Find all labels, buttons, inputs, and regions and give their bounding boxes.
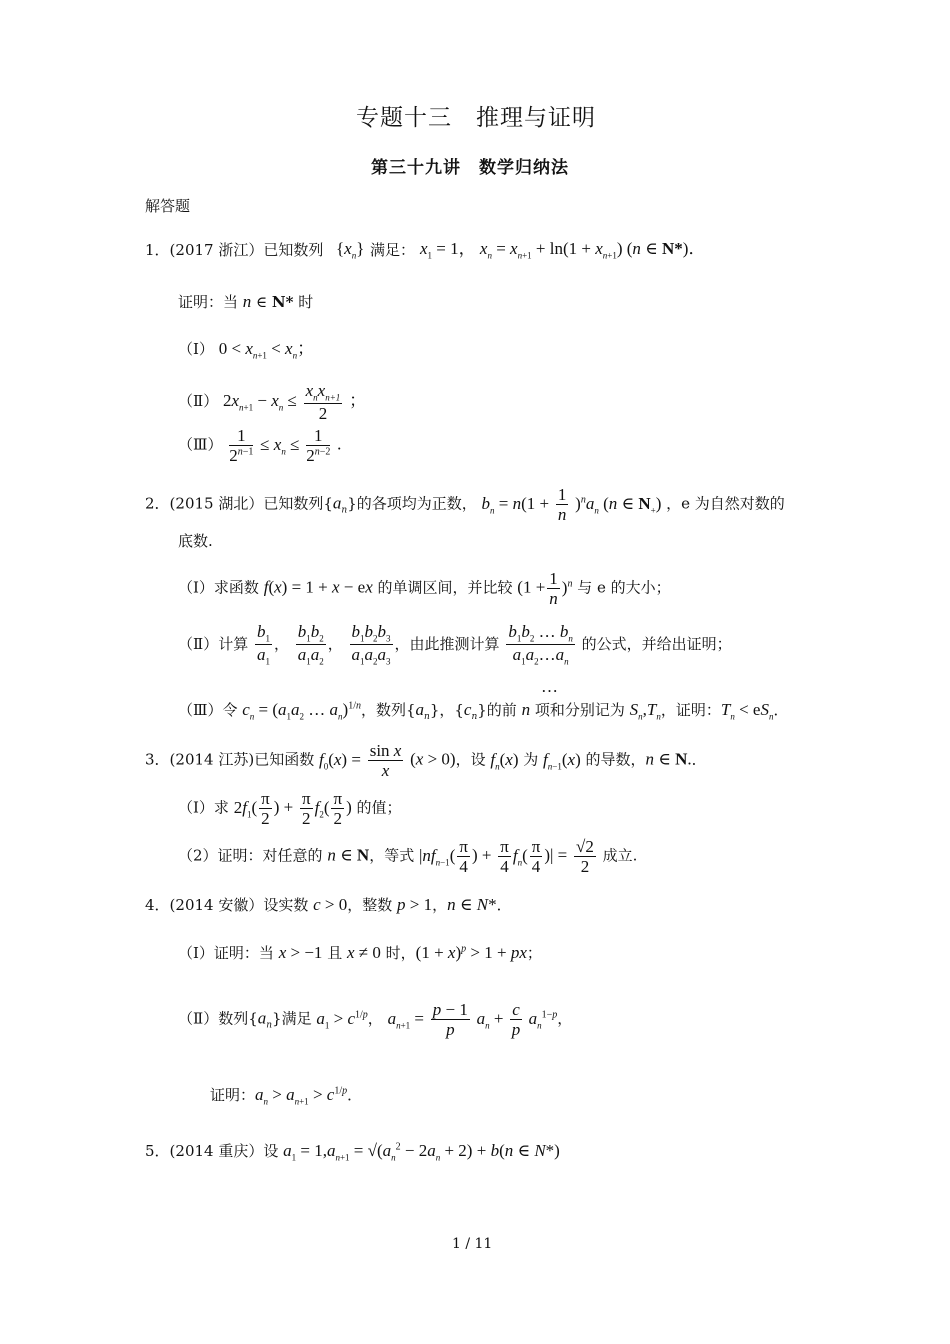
problem-4-intro: 4．(2014 安徽）设实数 c > 0，整数 p > 1，n ∈ N*．	[145, 895, 512, 914]
problem-1-condition: $x_1 = 1$， $x_n = x_{n+1} + \ln(1 + x_{n+1})$ (n ∈ N*)．	[420, 239, 706, 261]
problem-4-part-2: （Ⅱ）数列$\{a_n\}$满足 $a_1 > c^{1/p}$， $a_{n+1}$ = $\frac{p - 1}{p}$ $a_n$ + $\frac{c}{p}$ $a_n^{1-p}$，	[178, 1000, 573, 1039]
problem-2-ellipsis: …	[541, 677, 558, 696]
problem-1-part-1: （Ⅰ） $0 < x_{n+1} < x_n$；	[178, 339, 315, 361]
problem-2-part-2: （Ⅱ）计算 $\frac{b_1}{a_1}$ ， $\frac{b_1b_2}{a_1a_2}$ ， $\frac{b_1b_2b_3}{a_1a_2a_3}$ ，由此推测计算 $\frac{b_1b_2 \dots b_n}{a_1a_2\dots a_n}$ 的公式，并给出证明；	[178, 622, 732, 667]
problem-1-sequence: $\{x_n\}$	[336, 239, 365, 261]
problem-3-intro: 3．(2014 江苏)已知函数 $f_0(x)$ = $\frac{\text{sin x}}{x}$ (x > 0)，设 $f_n(x)$ 为 $f_{n-1}(x)$ 的导数，n ∈ N.．	[145, 741, 707, 780]
problem-3-part-1: （Ⅰ）求 $2f_1$( $\frac{\pi}{2}$ ) + $\frac{\pi}{2}$ $f_2$( $\frac{\pi}{2}$ ) 的值；	[178, 789, 402, 828]
section-label: 解答题	[145, 197, 191, 215]
page-title: 专题十三 推理与证明	[356, 105, 596, 131]
problem-5-intro: 5．(2014 重庆）设 $a_1 = 1,a_{n+1} = √(a_n^2 - 2a_n + 2) + b(n$ ∈ N*)	[145, 1141, 560, 1163]
problem-1-lead: 证明：当 n ∈ N* 时	[178, 292, 314, 311]
problem-3-part-2: （2）证明：对任意的 n ∈ N，等式 $|nf_{n-1}$( $\frac{\pi}{4}$ ) + $\frac{\pi}{4}$ $f_n$( $\frac{\pi}{4}$ )| = $\frac{√2}{2}$ 成立.	[178, 837, 638, 876]
page-number: 1 / 11	[452, 1236, 493, 1252]
problem-2-intro: 2．(2015 湖北）已知数列$\{a_n\}$的各项均为正数， $b_n = n(1$ + $\frac{1}{n}$ )$^na_n$ (n ∈ $N_+$) ，e 为自然对数的	[145, 485, 785, 524]
problem-1-intro: 1．(2017 浙江）已知数列	[145, 241, 324, 259]
problem-1-part-2: （Ⅱ） $2x_{n+1} - x_n$ ≤ $\frac{x_nx_{n+1}}{2}$ ；	[178, 381, 367, 424]
problem-4-part-1: （Ⅰ）证明：当 x > −1 且 x ≠ 0 时，$(1 + x)^p > 1$ + px；	[178, 943, 542, 962]
lecture-subtitle: 第三十九讲 数学归纳法	[371, 158, 569, 178]
problem-4-part-3: 证明：$a_n > a_{n+1} > c^{1/p}$．	[210, 1085, 363, 1107]
problem-1-part-3: （Ⅲ） $\frac{1}{2^{n-1}}$ ≤ $x_n$ ≤ $\frac{1}{2^{n-2}}$ .	[178, 426, 342, 465]
problem-2-part-1: （Ⅰ）求函数 f(x) = 1 + x − ex 的单调区间，并比较 (1 + $\frac{1}{n}$ )$^n$ 与 e 的大小；	[178, 569, 671, 608]
problem-2-line-2: 底数.	[178, 532, 213, 550]
problem-2-part-3: （Ⅲ）令 $c_n = (a_1a_2$ … $a_n)^{1/n}$，数列$\{a_n\}$，$\{c_n\}$的前 n 项和分别记为 $S_n,T_n$，证明：$T_n < eS_n$．	[178, 700, 789, 722]
problem-1-intro-tail: 满足：	[370, 241, 416, 259]
